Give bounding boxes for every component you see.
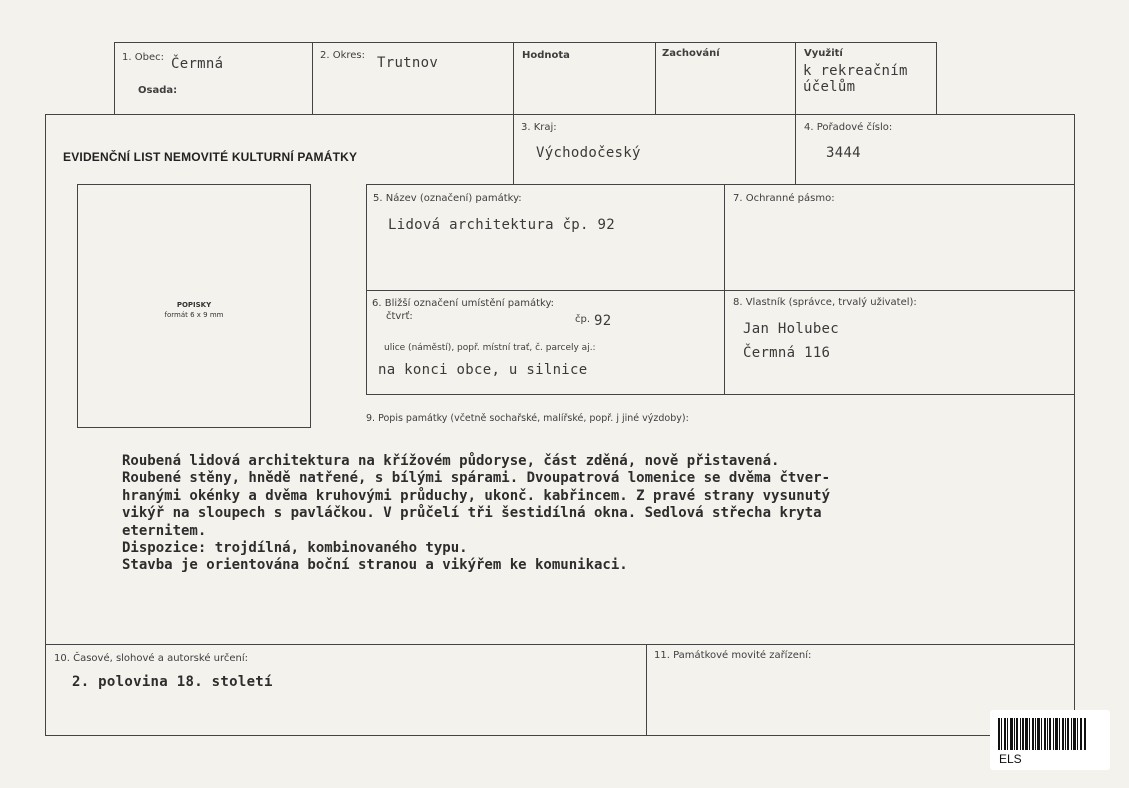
- zachovani-label: Zachování: [662, 48, 720, 59]
- vlastnik-label: 8. Vlastník (správce, trvalý uživatel):: [733, 297, 917, 308]
- nazev-label: 5. Název (označení) památky:: [373, 193, 522, 204]
- divider: [655, 42, 656, 115]
- movite-label: 11. Památkové movité zařízení:: [654, 650, 812, 661]
- kraj-value: Východočeský: [536, 145, 641, 161]
- cp-label: čp.: [575, 314, 591, 325]
- popis-line: Roubené stěny, hnědě natřené, s bílými spárami. Dvoupatrová lomenice se dvěma čtver-: [122, 470, 831, 487]
- barcode-text: ELS: [999, 752, 1022, 766]
- photo-caption-1: POPISKY: [176, 301, 212, 309]
- popis-text: [122, 453, 972, 575]
- barcode-sticker: [990, 710, 1110, 770]
- popis-line: vikýř na sloupech s pavláčkou. V průčelí tři šestidílná okna. Sedlová střecha kryta: [122, 505, 822, 522]
- vlastnik-line-1: Jan Holubec: [743, 321, 840, 337]
- ochranne-label: 7. Ochranné pásmo:: [733, 193, 835, 204]
- vyuziti-value-2: účelům: [803, 79, 856, 95]
- vyuziti-label: Využití: [804, 48, 843, 59]
- divider: [513, 114, 514, 185]
- obec-label: 1. Obec:: [122, 52, 164, 63]
- form-title: EVIDENČNÍ LIST NEMOVITÉ KULTURNÍ PAMÁTKY: [63, 150, 358, 164]
- popis-line: Dispozice: trojdílná, kombinovaného typu.: [122, 540, 468, 557]
- divider: [795, 42, 796, 115]
- datace-label: 10. Časové, slohové a autorské určení:: [54, 653, 249, 664]
- okres-value: Trutnov: [377, 55, 439, 71]
- popis-label: 9. Popis památky (včetně sochařské, malířské, popř. j jiné výzdoby):: [366, 413, 689, 424]
- hodnota-label: Hodnota: [522, 50, 570, 61]
- okres-label: 2. Okres:: [320, 50, 366, 61]
- barcode-icon: [998, 718, 1086, 750]
- divider: [795, 114, 796, 185]
- popis-line: eternitem.: [122, 522, 207, 539]
- poradove-value: 3444: [826, 145, 861, 161]
- obec-value: Čermná: [171, 56, 224, 72]
- popis-line: hranými okénky a dvěma kruhovými průduchy, ukonč. kabřincem. Z pravé strany vysunutý: [122, 487, 831, 504]
- vlastnik-line-2: Čermná 116: [743, 345, 831, 361]
- divider: [513, 42, 514, 115]
- ulice-value: na konci obce, u silnice: [378, 362, 588, 378]
- divider: [646, 644, 647, 736]
- vyuziti-value-1: k rekreačním: [803, 63, 908, 79]
- poradove-label: 4. Pořadové číslo:: [804, 122, 893, 133]
- ctvrt-label: čtvrť:: [386, 311, 413, 322]
- cp-value: 92: [594, 313, 612, 329]
- divider: [366, 290, 1074, 291]
- photo-placeholder: [77, 184, 311, 428]
- popis-line: Roubená lidová architektura na křížovém půdoryse, část zděná, nově přistavená.: [122, 453, 780, 469]
- divider: [45, 644, 1075, 645]
- kraj-label: 3. Kraj:: [521, 122, 557, 133]
- divider: [312, 42, 313, 115]
- nazev-value: Lidová architektura čp. 92: [388, 217, 615, 233]
- osada-label: Osada:: [138, 85, 178, 96]
- divider: [366, 394, 1074, 395]
- datace-value: 2. polovina 18. století: [72, 674, 273, 690]
- umisteni-label: 6. Bližší označení umístění památky:: [372, 298, 555, 309]
- ulice-label: ulice (náměstí), popř. místní trať, č. parcely aj.:: [384, 343, 596, 353]
- photo-caption-2: formát 6 x 9 mm: [164, 311, 224, 319]
- popis-line: Stavba je orientována boční stranou a vikýřem ke komunikaci.: [122, 557, 628, 574]
- divider: [366, 184, 1074, 185]
